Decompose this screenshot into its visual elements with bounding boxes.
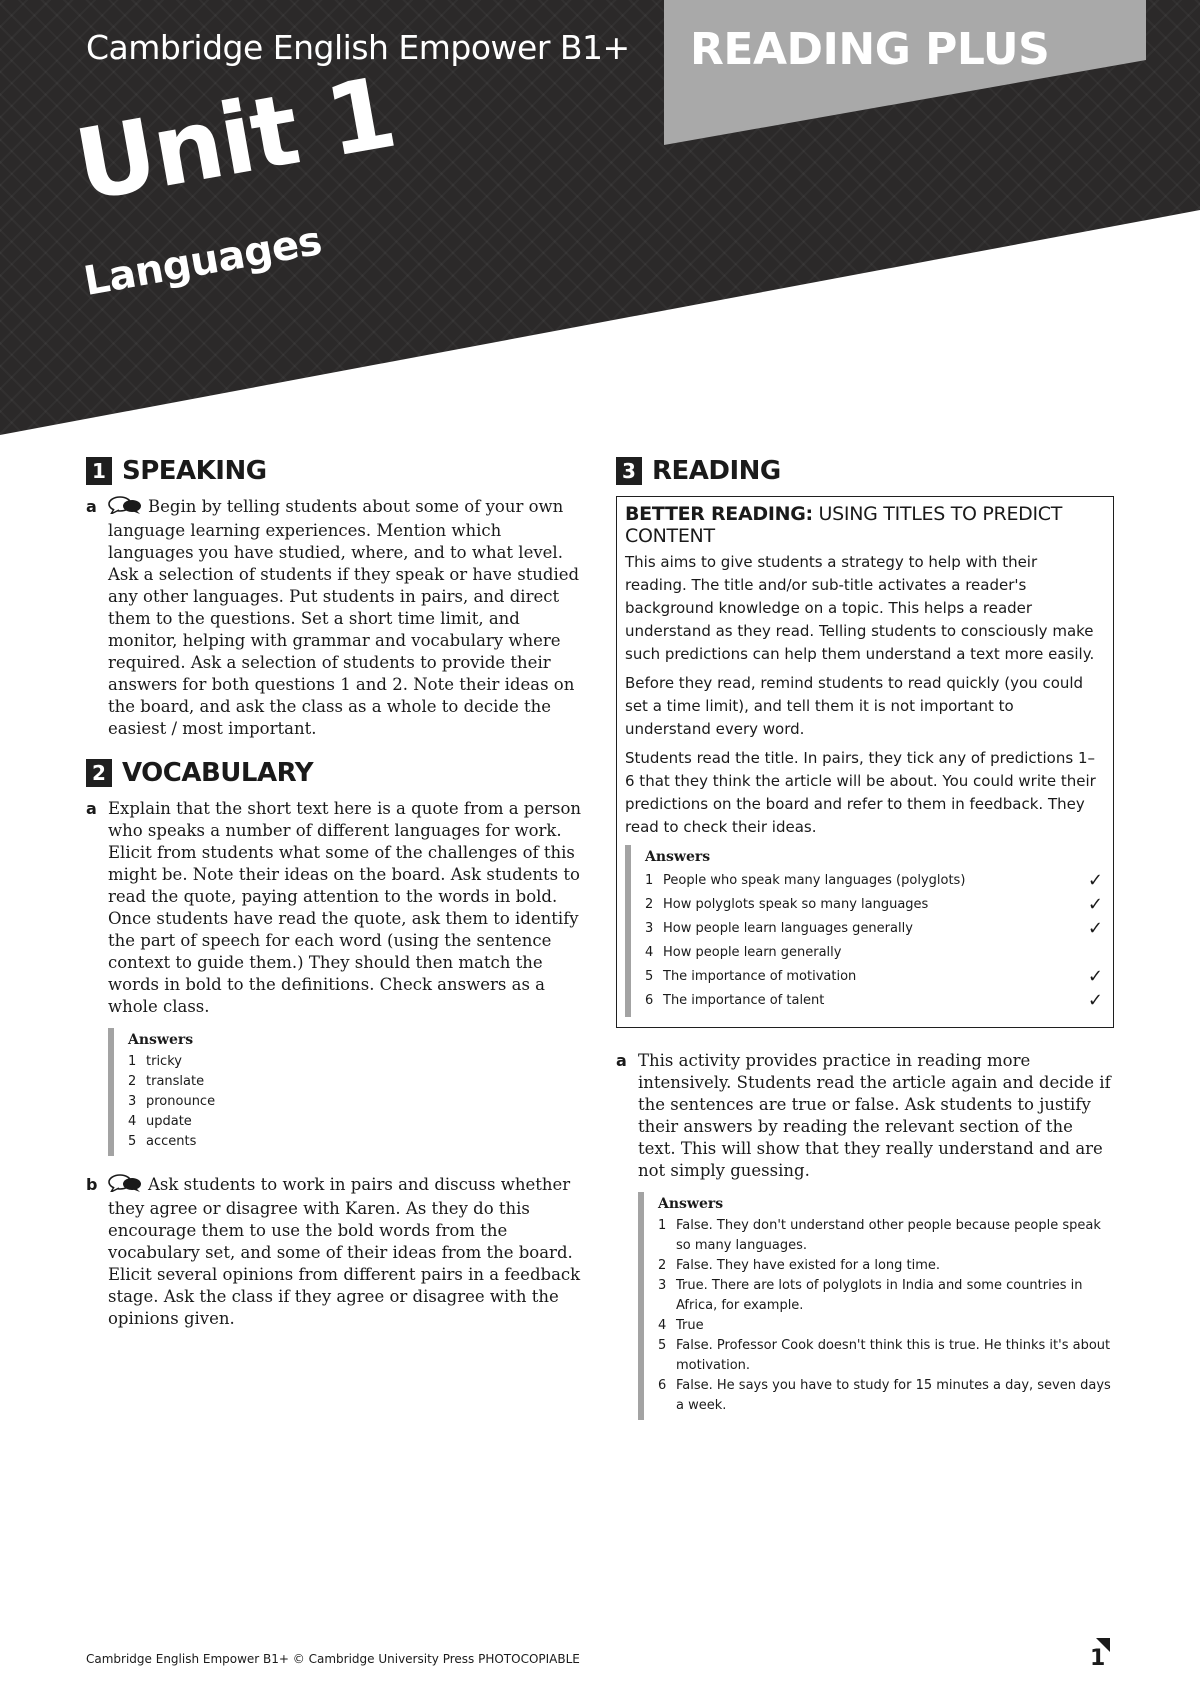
vocabulary-b-text: Ask students to work in pairs and discuss whether they agree or disagree with Karen. As they do this encourage them to use the bold words from the vocabulary set, and some of their ideas from the board. Elicit several opinions from different pairs in a feedback stage. Ask the class if they agree or disagree with the opinions given. — [108, 1175, 581, 1328]
reading-item-a — [616, 1050, 1114, 1182]
check-mark-icon: ✓ — [1087, 894, 1103, 915]
answer-number: 5 — [128, 1134, 137, 1149]
footer-copyright: Cambridge English Empower B1+ © Cambridge University Press PHOTOCOPIABLE — [86, 1652, 580, 1666]
answer-number: 4 — [128, 1114, 137, 1129]
answer-text: The importance of motivation — [663, 969, 857, 984]
answer-text: tricky — [146, 1054, 182, 1069]
answer-row — [645, 893, 1103, 917]
answer-text: accents — [146, 1134, 197, 1149]
reading-a-text: This activity provides practice in reading more intensively. Students read the article again and decide if the sentences are true or false. Ask students to justify their answers by reading the relevant section of the text. This will show that they really understand and are not simply guessing. — [638, 1051, 1111, 1180]
left-column — [86, 456, 586, 1340]
answer-row — [658, 1336, 1114, 1376]
item-letter: a — [86, 497, 97, 516]
answer-text: The importance of talent — [663, 993, 825, 1008]
better-reading-title — [625, 503, 1103, 547]
check-mark-icon: ✓ — [1087, 990, 1103, 1011]
answer-number: 4 — [658, 1318, 667, 1333]
speaking-a-text: Begin by telling students about some of your own language learning experiences. Mention which languages you have studied, where, and to what level. Ask a selection of students if they speak or have studied any other languages. Put students in pairs, and direct them to the questions. Set a short time limit, and monitor, helping with grammar and vocabulary where required. Ask a selection of students to provide their answers for both questions 1 and 2. Note their ideas on the board, and ask the class as a whole to decide the easiest / most important. — [108, 497, 580, 738]
section-title: SPEAKING — [122, 456, 267, 486]
answer-text: How people learn generally — [663, 945, 842, 960]
answer-row — [128, 1092, 586, 1112]
answer-text: False. He says you have to study for 15 minutes a day, seven days a week. — [676, 1378, 1111, 1413]
answer-number: 1 — [128, 1054, 137, 1069]
vocabulary-heading — [86, 758, 586, 788]
answers-heading: Answers — [645, 849, 711, 865]
check-mark-icon: ✓ — [1087, 966, 1103, 987]
section-number: 2 — [86, 759, 112, 787]
answer-text: True. There are lots of polyglots in India and some countries in Africa, for example. — [676, 1278, 1083, 1313]
section-title: READING — [652, 456, 781, 486]
answer-row — [645, 965, 1103, 989]
speech-bubbles-icon — [108, 1174, 142, 1198]
reading-heading — [616, 456, 1114, 486]
answer-row — [658, 1316, 1114, 1336]
answers-heading: Answers — [128, 1032, 194, 1048]
answer-row — [645, 989, 1103, 1013]
check-mark-icon: ✓ — [1087, 870, 1103, 891]
answer-row — [645, 869, 1103, 893]
unit-title: Unit 1 — [67, 56, 403, 224]
section-title: VOCABULARY — [122, 758, 314, 788]
right-column — [616, 456, 1114, 1438]
answer-number: 1 — [645, 873, 654, 888]
better-reading-paragraph: Students read the title. In pairs, they tick any of predictions 1–6 that they think the article will be about. You could write their predictions on the board and refer to them in feedback. They read to check their ideas. — [625, 749, 1096, 836]
answer-number: 2 — [128, 1074, 137, 1089]
vocabulary-item-b — [86, 1174, 586, 1330]
section-number: 3 — [616, 457, 642, 485]
speech-bubbles-icon — [108, 496, 142, 520]
answer-number: 4 — [645, 945, 654, 960]
check-mark-icon — [1083, 941, 1103, 965]
better-reading-subtitle: USING TITLES TO PREDICT CONTENT — [625, 503, 1063, 547]
answer-number: 6 — [658, 1378, 667, 1393]
answer-number: 2 — [645, 897, 654, 912]
answer-text: True — [676, 1318, 704, 1333]
section-number: 1 — [86, 457, 112, 485]
better-reading-paragraph: This aims to give students a strategy to help with their reading. The title and/or sub-title activates a reader's background knowledge on a topic. This helps a reader understand as they read. Telling students to consciously make such predictions can help them understand a text more easily. — [625, 553, 1095, 663]
answer-row — [658, 1376, 1114, 1416]
answer-text: pronounce — [146, 1094, 216, 1109]
item-letter: a — [86, 799, 97, 818]
answer-text: How polyglots speak so many languages — [663, 897, 929, 912]
item-letter: a — [616, 1051, 627, 1070]
page-number: 1 — [1090, 1646, 1106, 1671]
reading-plus-tag: READING PLUS — [690, 24, 1050, 75]
speaking-heading — [86, 456, 586, 486]
answer-row — [645, 941, 1103, 965]
answer-text: People who speak many languages (polyglots) — [663, 873, 966, 888]
answer-text: False. Professor Cook doesn't think this is true. He thinks it's about motivation. — [676, 1338, 1111, 1373]
answer-text: False. They don't understand other people because people speak so many languages. — [676, 1218, 1101, 1253]
answer-row — [128, 1052, 586, 1072]
prediction-answers — [625, 845, 1103, 1017]
book-title: Cambridge English Empower B1+ — [86, 28, 630, 67]
answer-row — [645, 917, 1103, 941]
answer-row — [658, 1216, 1114, 1256]
answer-row — [128, 1132, 586, 1152]
answer-text: translate — [146, 1074, 205, 1089]
true-false-answers — [638, 1192, 1114, 1420]
unit-subtitle: Languages — [80, 217, 326, 305]
answer-number: 2 — [658, 1258, 667, 1273]
answer-row — [128, 1072, 586, 1092]
better-reading-box — [616, 496, 1114, 1028]
speaking-item-a — [86, 496, 586, 740]
answer-number: 3 — [128, 1094, 137, 1109]
answer-row — [658, 1276, 1114, 1316]
better-reading-paragraph: Before they read, remind students to read quickly (you could set a time limit), and tell them it is not important to understand every word. — [625, 674, 1084, 738]
vocabulary-answers — [108, 1028, 586, 1156]
answer-row — [128, 1112, 586, 1132]
answers-heading: Answers — [658, 1196, 724, 1212]
answer-text: How people learn languages generally — [663, 921, 913, 936]
answer-number: 1 — [658, 1218, 667, 1233]
answer-number: 3 — [658, 1278, 667, 1293]
answer-row — [658, 1256, 1114, 1276]
answer-number: 3 — [645, 921, 654, 936]
answer-text: update — [146, 1114, 192, 1129]
vocabulary-item-a — [86, 798, 586, 1018]
vocabulary-a-text: Explain that the short text here is a quote from a person who speaks a number of different languages for work. Elicit from students what some of the challenges of this might be. Note their ideas on the board. Ask students to read the quote, paying attention to the words in bold. Once students have read the quote, ask them to identify the part of speech for each word (using the sentence context to guide them.) They should then match the words in bold to the definitions. Check answers as a whole class. — [108, 799, 582, 1016]
item-letter: b — [86, 1175, 98, 1194]
answer-number: 6 — [645, 993, 654, 1008]
better-reading-label: BETTER READING: — [625, 503, 813, 525]
answer-number: 5 — [645, 969, 654, 984]
check-mark-icon: ✓ — [1087, 918, 1103, 939]
answer-text: False. They have existed for a long time. — [676, 1258, 941, 1273]
answer-number: 5 — [658, 1338, 667, 1353]
